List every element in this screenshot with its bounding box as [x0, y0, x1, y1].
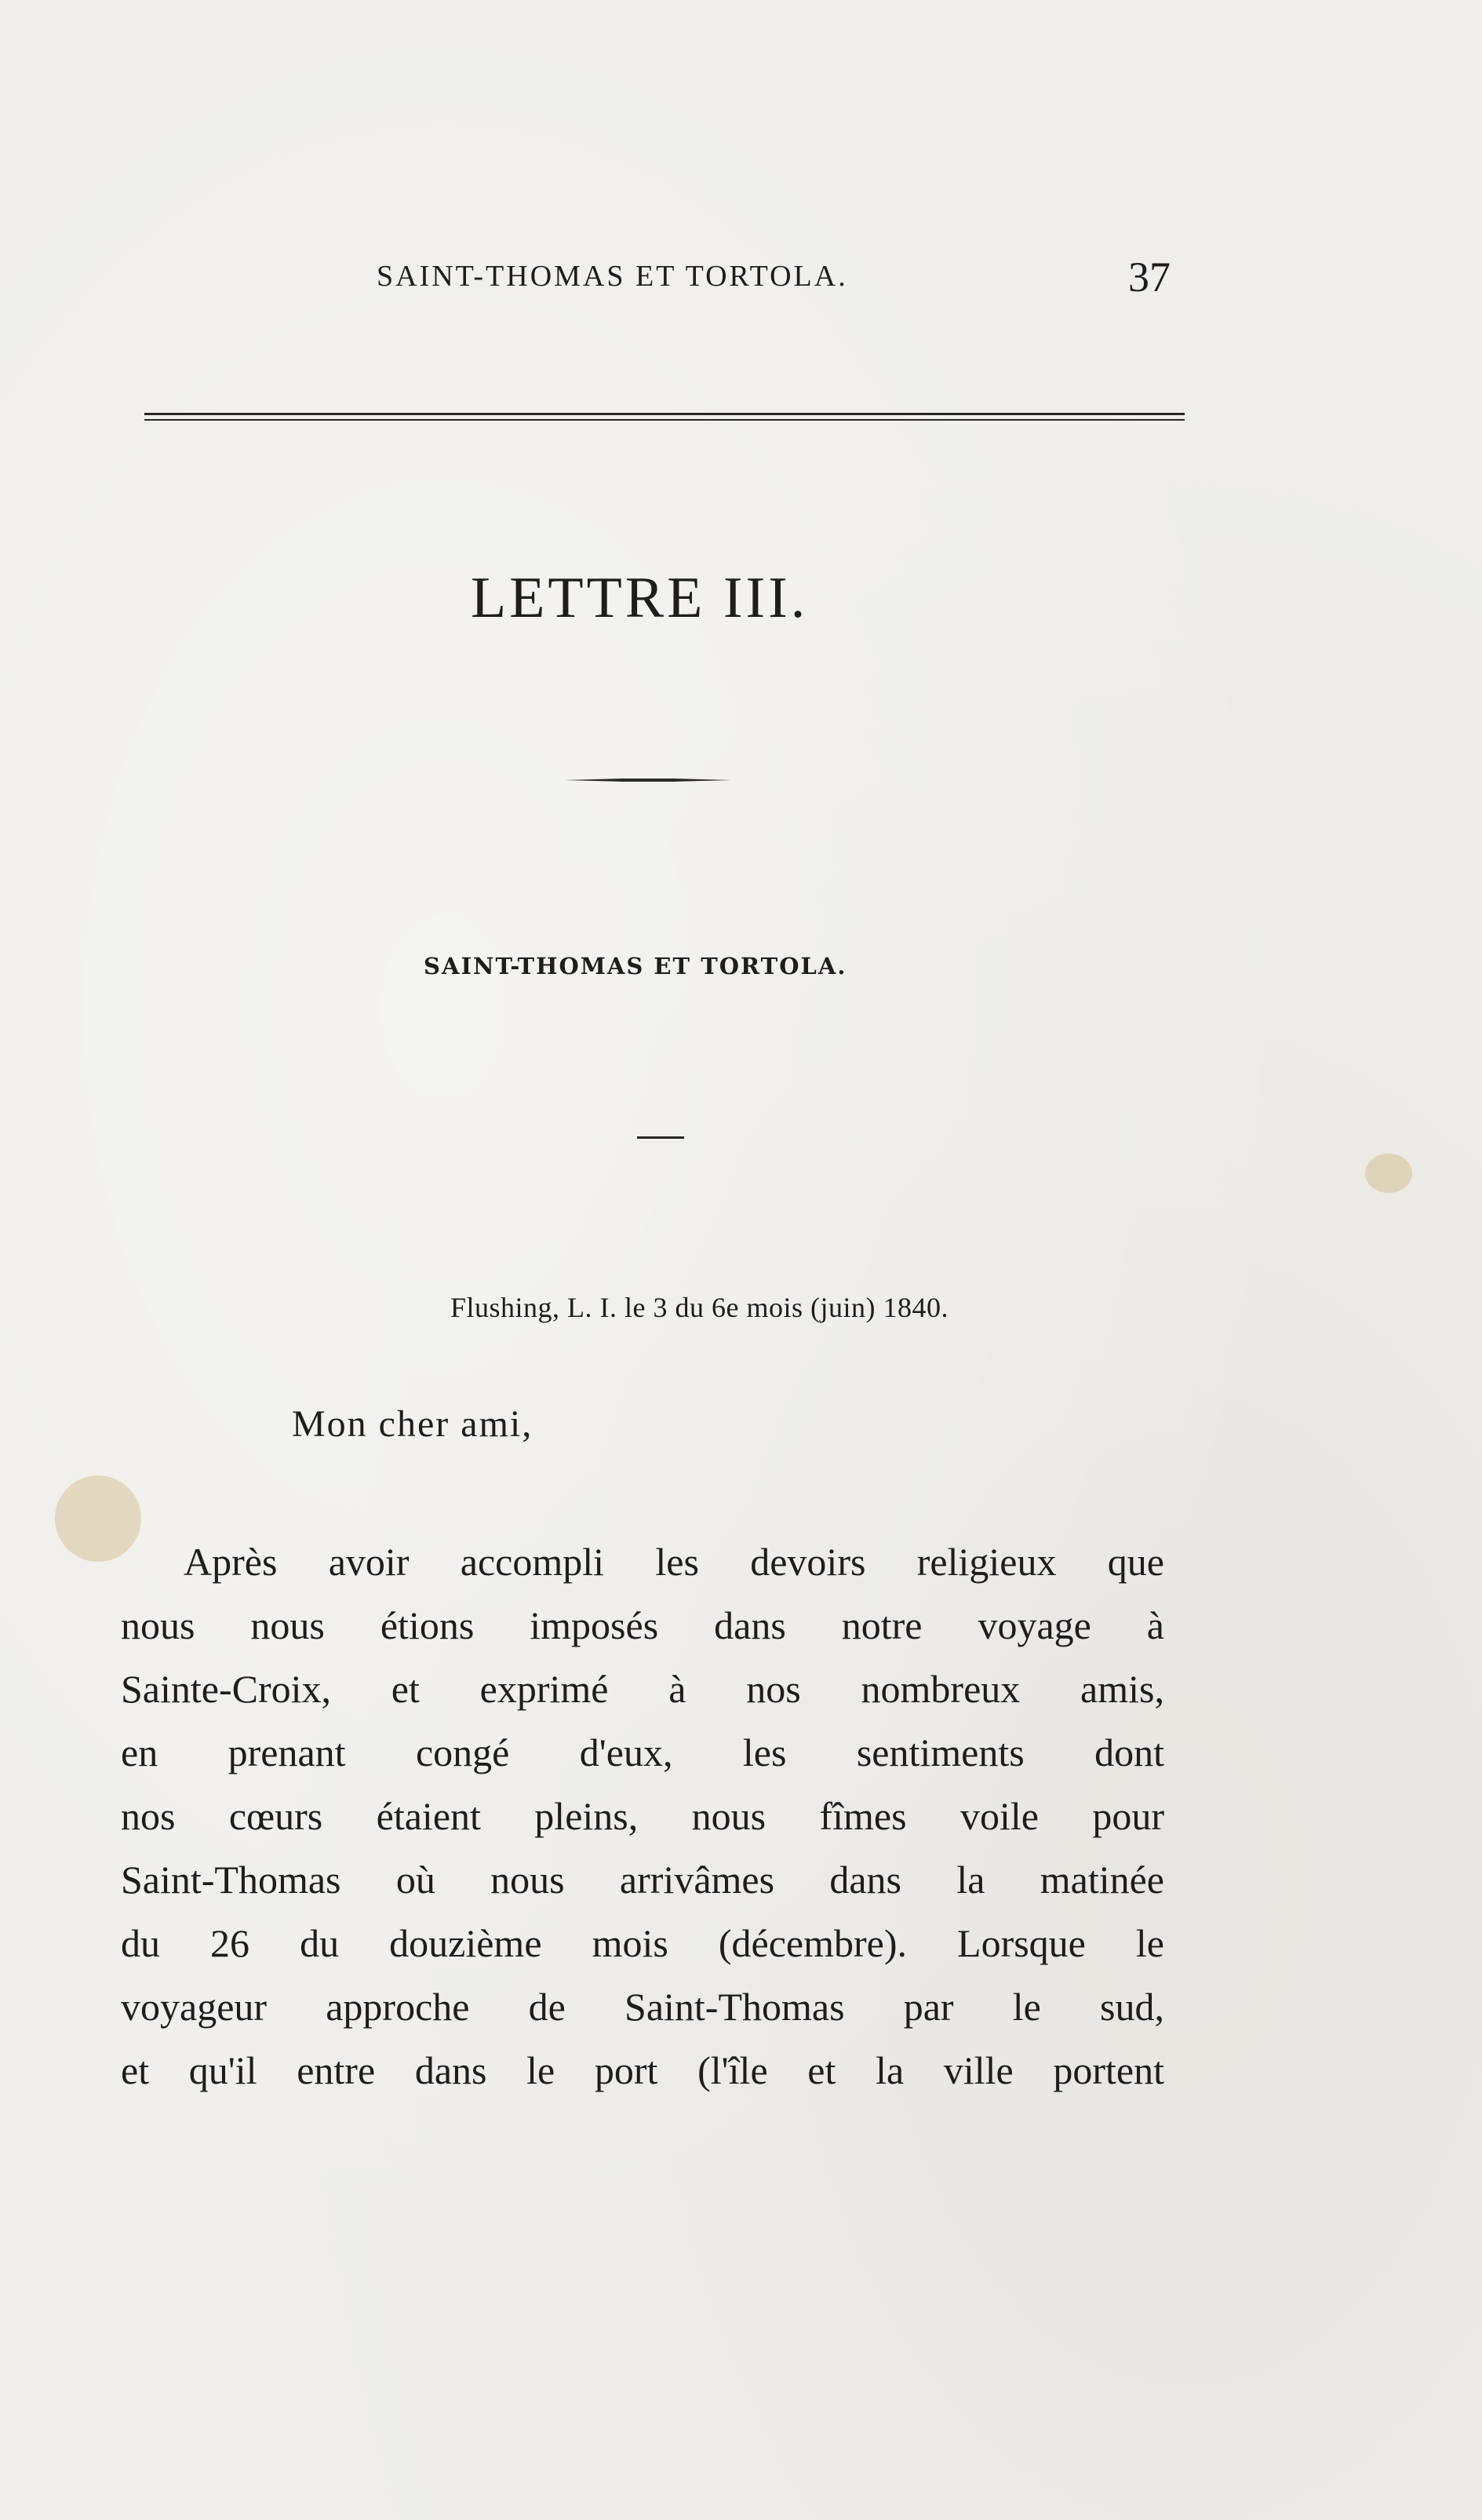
body-line: Saint-Thomas où nous arrivâmes dans la matinée — [121, 1858, 1164, 1902]
body-line: du 26 du douzième mois (décembre). Lorsque le — [121, 1921, 1164, 1965]
letter-body — [121, 1530, 1164, 2102]
foxing-stain — [1365, 1154, 1412, 1193]
short-divider — [637, 1136, 684, 1139]
dateline: Flushing, L. I. le 3 du 6e mois (juin) 1840. — [450, 1292, 949, 1323]
section-heading: SAINT-THOMAS ET TORTOLA. — [424, 953, 847, 979]
body-line: en prenant congé d'eux, les sentiments dont — [121, 1730, 1164, 1774]
body-line: Sainte-Croix, et exprimé à nos nombreux amis, — [121, 1667, 1164, 1711]
page-number: 37 — [1128, 253, 1171, 301]
ornamental-divider — [565, 779, 731, 782]
body-line: et qu'il entre dans le port (l'île et la ville portent — [121, 2048, 1164, 2092]
header-double-rule — [144, 413, 1185, 421]
body-line: Après avoir accompli les devoirs religieux que — [184, 1540, 1164, 1584]
running-head-title: SAINT-THOMAS ET TORTOLA. — [377, 260, 848, 293]
body-line: voyageur approche de Saint-Thomas par le sud, — [121, 1985, 1164, 2029]
body-line: nos cœurs étaient pleins, nous fîmes voile pour — [121, 1794, 1164, 1838]
body-line: nous nous étions imposés dans notre voyage à — [121, 1603, 1164, 1647]
letter-title: LETTRE III. — [471, 566, 809, 630]
salutation: Mon cher ami, — [292, 1403, 533, 1445]
